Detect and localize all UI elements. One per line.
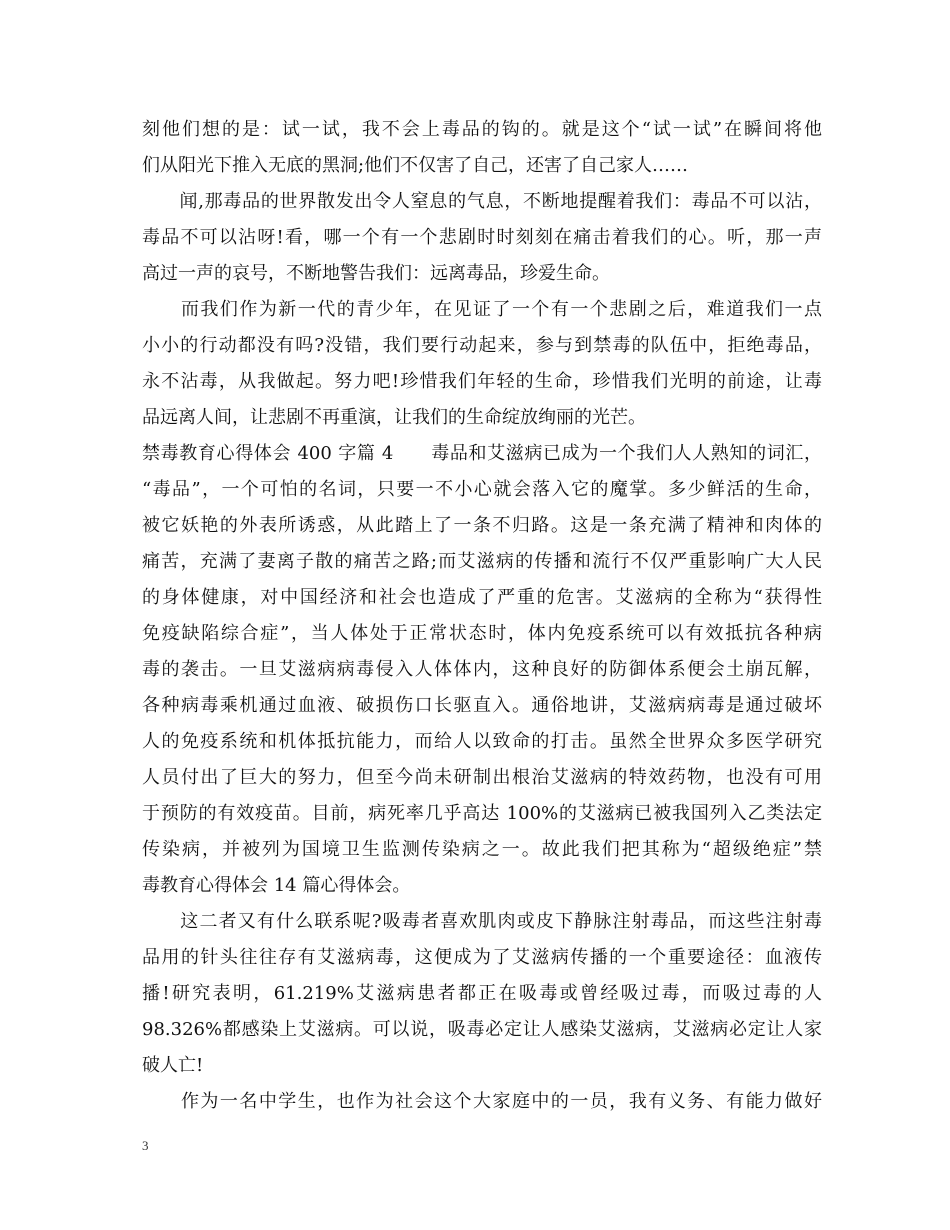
text-line: 这二者又有什么联系呢?吸毒者喜欢肌肉或皮下静脉注射毒品，而这些注射毒: [142, 911, 822, 932]
text-line: 播!研究表明，61.219%艾滋病患者都正在吸毒或曾经吸过毒，而吸过毒的人: [142, 983, 822, 1004]
section-heading-line: 禁毒教育心得体会 400 字篇 4 毒品和艾滋病已成为一个我们人人熟知的词汇，: [142, 443, 822, 464]
text-line: 品远离人间，让悲剧不再重演，让我们的生命绽放绚丽的光芒。: [142, 407, 646, 428]
text-line: 们从阳光下推入无底的黑洞;他们不仅害了自己，还害了自己家人……: [142, 155, 689, 176]
text-line: 毒教育心得体会 14 篇心得体会。: [142, 875, 411, 896]
text-line: 人的免疫系统和机体抵抗能力，而给人以致命的打击。虽然全世界众多医学研究: [142, 731, 822, 752]
text-line: 98.326%都感染上艾滋病。可以说，吸毒必定让人感染艾滋病，艾滋病必定让人家: [142, 1019, 822, 1040]
text-line: “毒品”，一个可怕的名词，只要一不小心就会落入它的魔掌。多少鲜活的生命，: [142, 479, 822, 500]
text-line: 痛苦，充满了妻离子散的痛苦之路;而艾滋病的传播和流行不仅严重影响广大人民: [142, 551, 822, 572]
text-line: 品用的针头往往存有艾滋病毒，这便成为了艾滋病传播的一个重要途径：血液传: [142, 947, 822, 968]
text-line: 于预防的有效疫苗。目前，病死率几乎高达 100%的艾滋病已被我国列入乙类法定: [142, 803, 822, 824]
text-line: 的身体健康，对中国经济和社会也造成了严重的危害。艾滋病的全称为“获得性: [142, 587, 822, 608]
text-line: 小小的行动都没有吗?没错，我们要行动起来，参与到禁毒的队伍中，拒绝毒品，: [142, 335, 822, 356]
text-line: 人员付出了巨大的努力，但至今尚未研制出根治艾滋病的特效药物，也没有可用: [142, 767, 822, 788]
text-line: 各种病毒乘机通过血液、破损伤口长驱直入。通俗地讲，艾滋病病毒是通过破坏: [142, 695, 822, 716]
text-line: 作为一名中学生，也作为社会这个大家庭中的一员，我有义务、有能力做好: [142, 1091, 822, 1112]
text-line: 闻,那毒品的世界散发出令人窒息的气息，不断地提醒着我们：毒品不可以沾，: [142, 191, 822, 212]
text-line: 永不沾毒，从我做起。努力吧!珍惜我们年轻的生命，珍惜我们光明的前途，让毒: [142, 371, 822, 392]
text-line: 高过一声的哀号，不断地警告我们：远离毒品，珍爱生命。: [142, 263, 610, 284]
text-line: 毒的袭击。一旦艾滋病病毒侵入人体体内，这种良好的防御体系便会土崩瓦解，: [142, 659, 822, 680]
text-line: 刻他们想的是：试一试，我不会上毒品的钩的。就是这个“试一试”在瞬间将他: [142, 119, 822, 140]
text-line: 被它妖艳的外表所诱惑，从此踏上了一条不归路。这是一条充满了精神和肉体的: [142, 515, 822, 536]
text-line: 毒品不可以沾呀!看，哪一个有一个悲剧时时刻刻在痛击着我们的心。听，那一声: [142, 227, 822, 248]
page-number: 3: [142, 1138, 149, 1153]
text-line: 免疫缺陷综合症”，当人体处于正常状态时，体内免疫系统可以有效抵抗各种病: [142, 623, 822, 644]
text-line: 传染病，并被列为国境卫生监测传染病之一。故此我们把其称为“超级绝症”禁: [142, 839, 822, 860]
text-line: 破人亡!: [142, 1055, 204, 1076]
text-line: 而我们作为新一代的青少年，在见证了一个有一个悲剧之后，难道我们一点: [142, 299, 822, 320]
